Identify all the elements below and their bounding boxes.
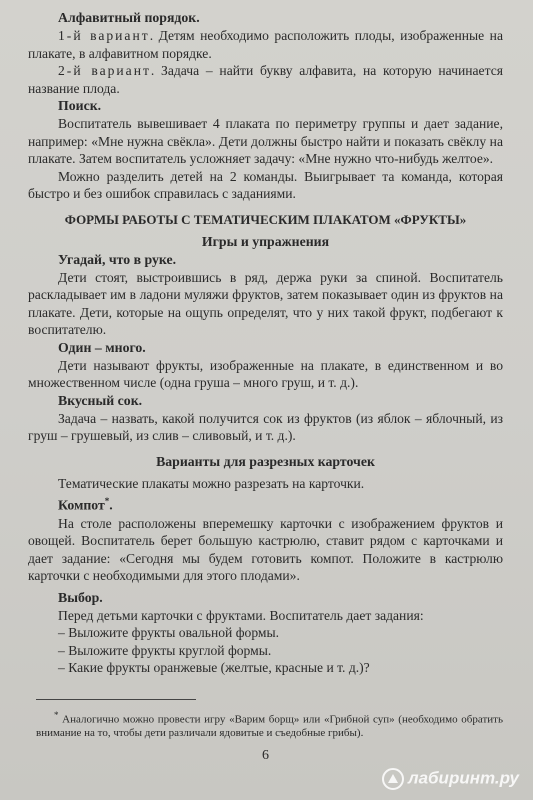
tasty-juice-text: Задача – назвать, какой получится сок из фруктов (из яблок – яблочный, из груш – грушевый, из слив – сливовый, и т. д.).: [28, 410, 503, 443]
footnote-mark: *: [54, 709, 59, 720]
labirint-logo-icon: [382, 768, 404, 790]
one-many-text: Дети называют фрукты, изображенные на плакате, в единственном и во множественном числе (одна груша – много груш, и т. д.).: [28, 357, 503, 390]
footnote-marker: *: [104, 496, 110, 506]
heading-choice: Выбор.: [58, 589, 103, 605]
search-paragraph-2: Можно разделить детей на 2 команды. Выигрывает та команда, которая быстро и без ошибок справилась с заданиями.: [28, 168, 503, 201]
heading-compote: Компот*.: [58, 496, 113, 513]
compote-heading-text: Компот: [58, 497, 105, 513]
choice-intro: Перед детьми карточки с фруктами. Воспитатель дает задания:: [58, 607, 424, 623]
cards-title: Варианты для разрезных карточек: [156, 453, 375, 469]
heading-one-many: Один – много.: [58, 339, 146, 355]
watermark-text: лабиринт.ру: [408, 768, 519, 788]
variant-1-label: 1-й вариант: [58, 28, 150, 43]
heading-alphabetical-order: Алфавитный порядок.: [58, 10, 200, 25]
page-number: 6: [262, 748, 269, 764]
labirint-watermark: [382, 768, 519, 790]
variant-2-label: 2-й вариант: [58, 63, 151, 78]
section-title: ФОРМЫ РАБОТЫ С ТЕМАТИЧЕСКИМ ПЛАКАТОМ «ФРУКТЫ»: [64, 211, 467, 227]
variant-2-paragraph: [28, 62, 503, 97]
games-title: Игры и упражнения: [201, 233, 330, 249]
variant-1-text: . Детям необходимо расположить плоды, изображенные на плакате, в алфавитном порядке.: [28, 28, 503, 61]
search-paragraph-1: Воспитатель вывешивает 4 плаката по периметру группы и дает задание, например: «Мне нужна свёкла». Дети должны быстро найти и показать свёклу на плакате. Затем воспитатель усложняет задачу: «Мне нужно что-нибудь желтое».: [28, 116, 503, 166]
footnote-divider: [36, 699, 196, 700]
footnote-text: Аналогично можно провести игру «Варим борщ» или «Грибной суп» (необходимо обратить внимание на то, чтобы дети различали ядовитые и съедобные грибы).: [36, 713, 503, 740]
choice-item: – Выложите фрукты круглой формы.: [58, 642, 272, 658]
heading-guess-in-hand: Угадай, что в руке.: [58, 251, 177, 267]
variant-1-paragraph: [28, 27, 503, 62]
choice-item: – Выложите фрукты овальной формы.: [58, 625, 280, 641]
heading-tasty-juice: Вкусный сок.: [58, 392, 143, 408]
variant-2-text: . Задача – найти букву алфавита, на которую начинается название плода.: [28, 63, 503, 96]
choice-item: – Какие фрукты оранжевые (желтые, красные и т. д.)?: [58, 660, 370, 676]
heading-search: Поиск.: [58, 98, 102, 113]
guess-in-hand-text: Дети стоят, выстроившись в ряд, держа руки за спиной. Воспитатель раскладывает им в ладони муляжи фруктов, затем показывает один из фруктов на плакате. Дети, которые на ощупь определят, что у них такой фрукт, подбегают к воспитателю.: [28, 269, 503, 337]
compote-text: На столе расположены вперемешку карточки с изображением фруктов и овощей. Воспитатель берет большую кастрюлю, ставит рядом с карточками и дает задание: «Сегодня мы будем готовить компот. Положите в кастрюлю карточки с необходимыми для этого плодами».: [28, 515, 503, 584]
cards-intro: Тематические плакаты можно разрезать на карточки.: [58, 475, 365, 491]
footnote: [36, 708, 503, 741]
